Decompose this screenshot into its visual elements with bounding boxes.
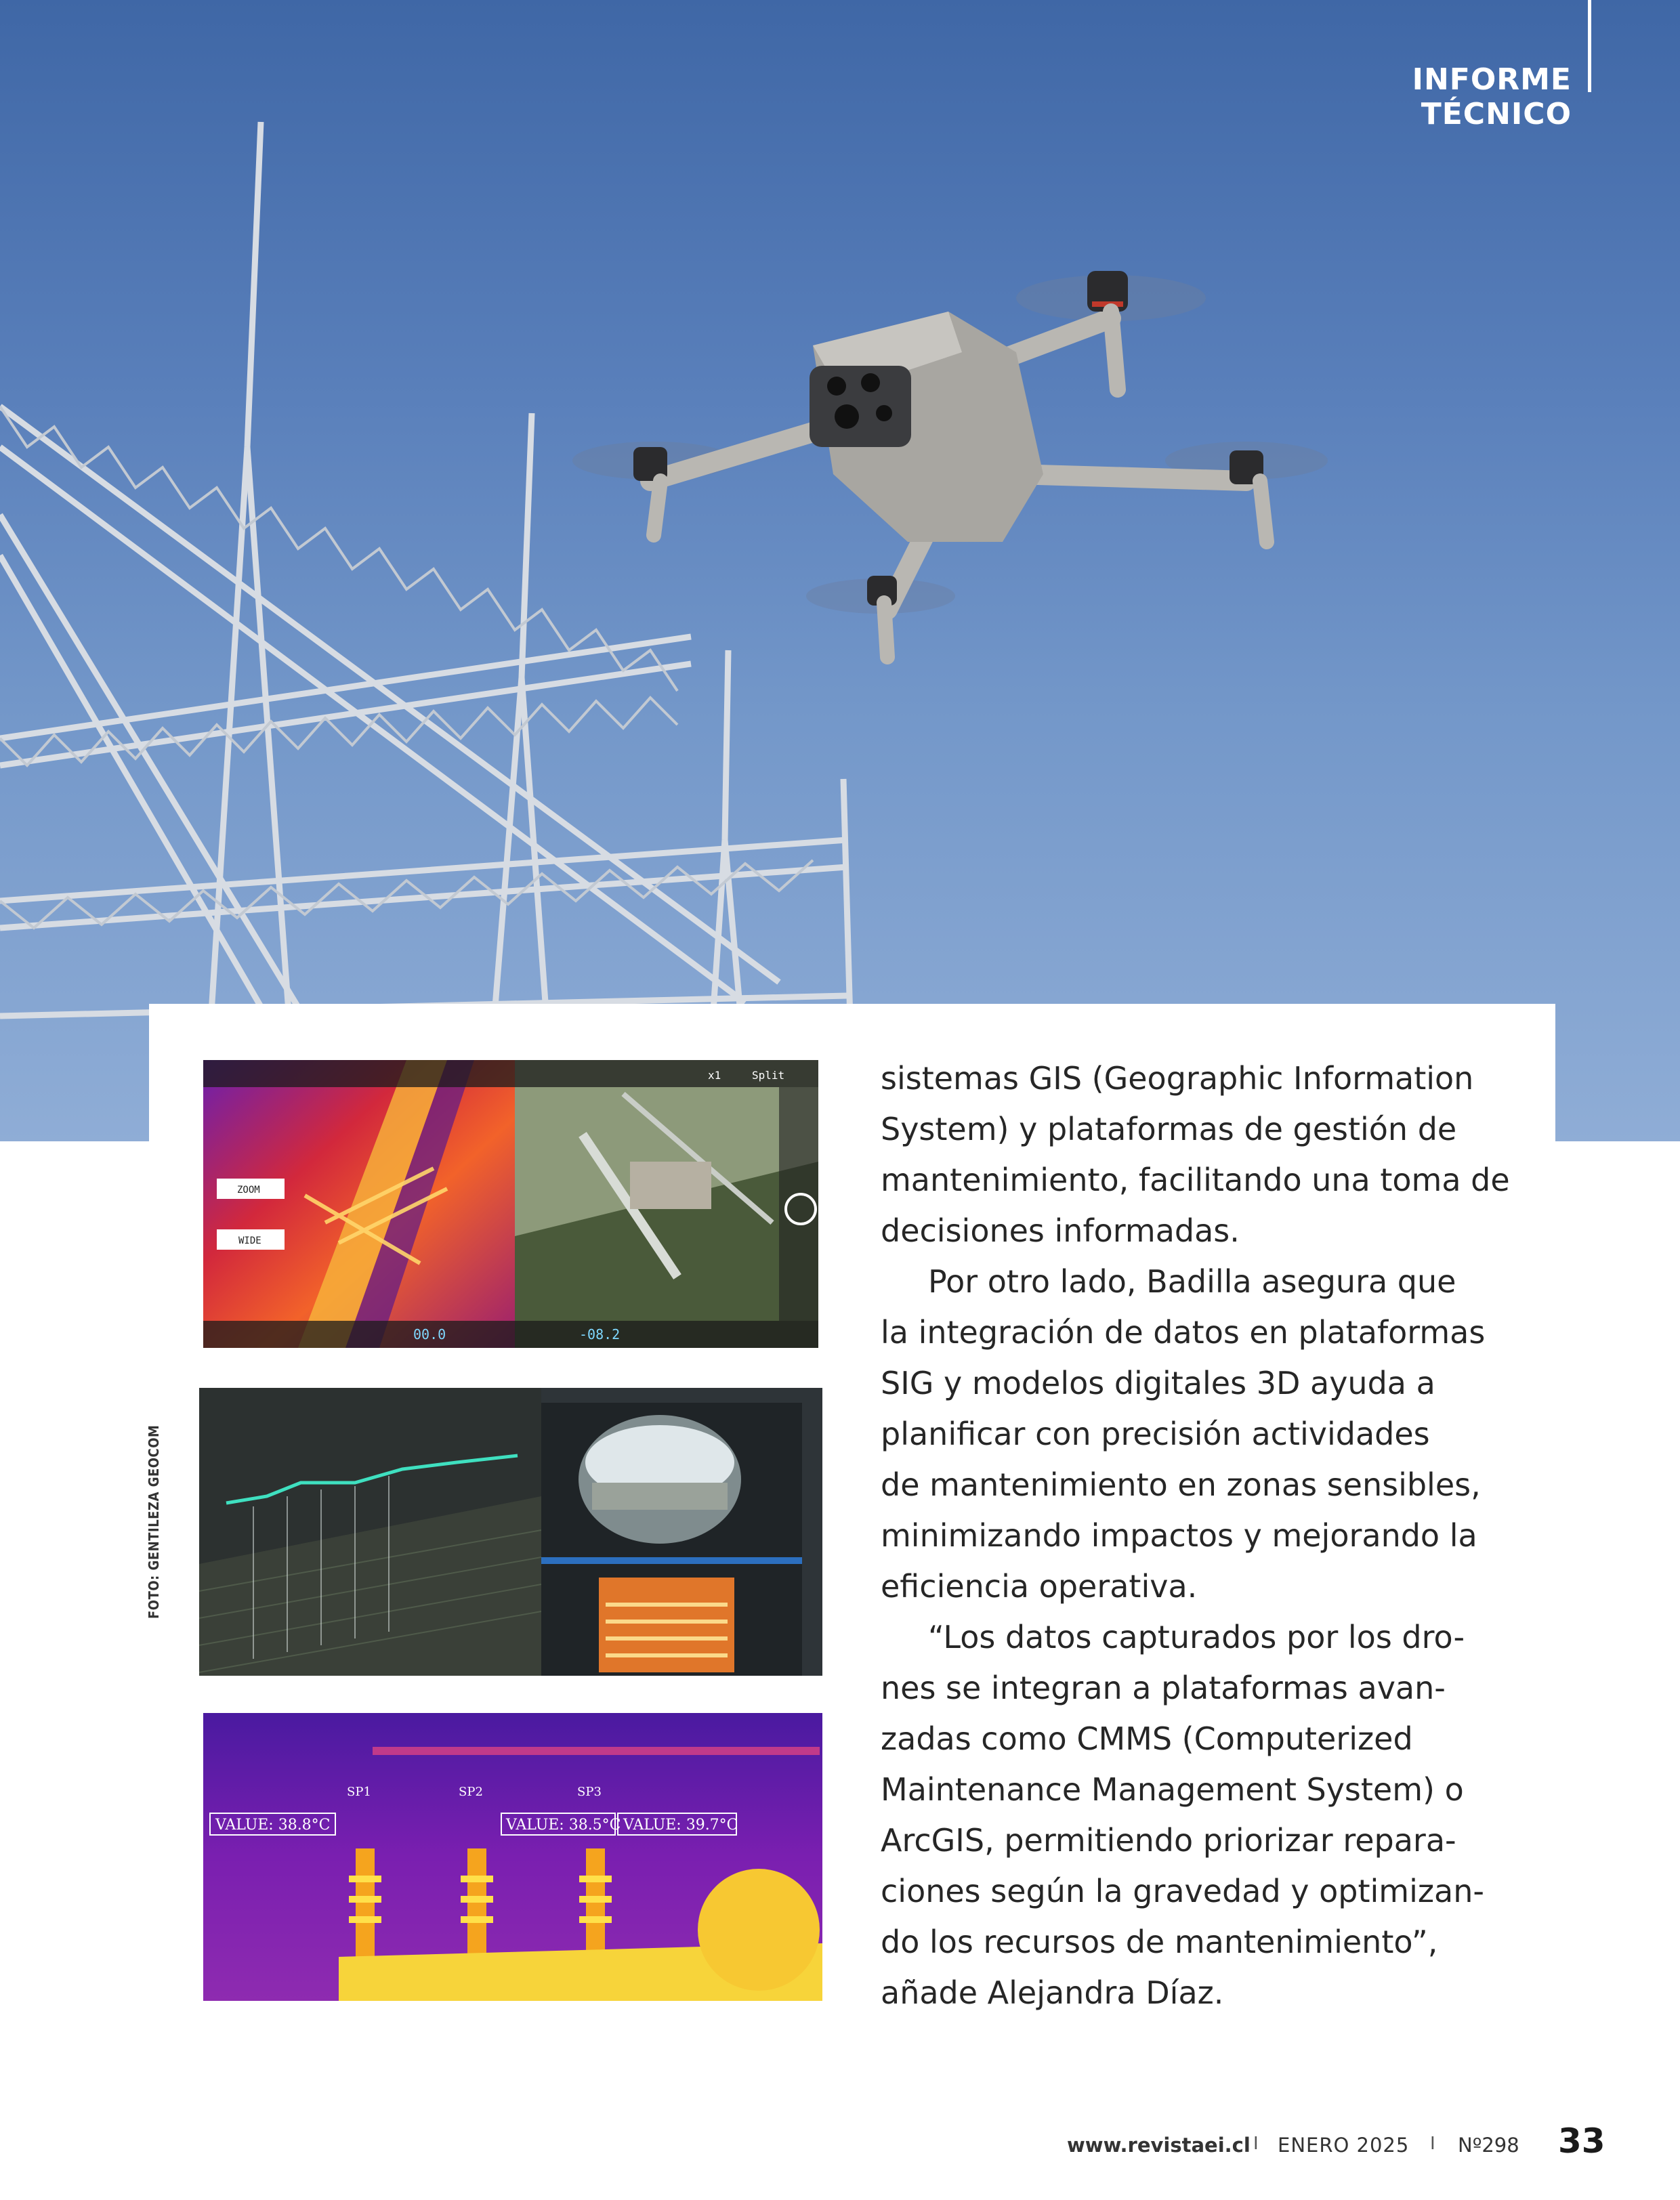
substation-structure (0, 122, 854, 1141)
reading-1: 00.0 (413, 1326, 446, 1342)
reading-2: -08.2 (579, 1326, 621, 1342)
text-line: Maintenance Management System) o (881, 1771, 1464, 1808)
text-line: nes se integran a plataformas avan- (881, 1670, 1446, 1706)
temperature-label-3: VALUE: 39.7°C (623, 1817, 738, 1834)
text-line: “Los datos capturados por los dro- (928, 1619, 1465, 1655)
text-line: mantenimiento, facilitando una toma de (881, 1162, 1510, 1198)
paragraph-3 (881, 1612, 1531, 2018)
zoom-factor-label: x1 (708, 1069, 721, 1082)
spot-label-3: SP3 (577, 1785, 602, 1799)
drone (572, 271, 1328, 657)
text-line: decisiones informadas. (881, 1212, 1240, 1249)
footer-issue-number: Nº298 (1458, 2134, 1519, 2157)
spot-label-1: SP1 (347, 1785, 371, 1799)
text-line: eficiencia operativa. (881, 1568, 1198, 1605)
page-number: 33 (1558, 2121, 1605, 2161)
spot-label-2: SP2 (459, 1785, 483, 1799)
zoom-button-label: ZOOM (237, 1185, 260, 1196)
split-button-label: Split (752, 1069, 785, 1082)
text-line: SIG y modelos digitales 3D ayuda a (881, 1365, 1435, 1401)
paragraph-2 (881, 1256, 1531, 1612)
wide-button-label: WIDE (238, 1235, 261, 1246)
photo-credit: FOTO: GENTILEZA GEOCOM (146, 1424, 162, 1619)
figure-thermal-inspection-ui (203, 1060, 818, 1348)
footer-separator: I (1430, 2134, 1435, 2154)
paragraph-1 (881, 1053, 1531, 1256)
temperature-label-2: VALUE: 38.5°C (506, 1817, 621, 1834)
footer-website[interactable]: www.revistaei.cl (1067, 2134, 1251, 2157)
footer-date: ENERO 2025 (1278, 2134, 1410, 2157)
text-line: minimizando impactos y mejorando la (881, 1517, 1477, 1554)
figure-thermal-insulators (203, 1713, 822, 2001)
text-line: sistemas GIS (Geographic Information (881, 1060, 1474, 1097)
text-line: planificar con precisión actividades (881, 1416, 1430, 1452)
text-line: ArcGIS, permitiendo priorizar repara- (881, 1822, 1456, 1859)
text-line: la integración de datos en plataformas (881, 1314, 1486, 1351)
article-body (881, 1053, 1531, 2018)
figure-3d-gis-model (199, 1388, 822, 1676)
text-line: System) y plataformas de gestión de (881, 1111, 1457, 1147)
footer-separator: I (1253, 2134, 1259, 2154)
text-line: de mantenimiento en zonas sensibles, (881, 1466, 1481, 1503)
text-line: ciones según la gravedad y optimizan- (881, 1873, 1484, 1909)
text-line: Por otro lado, Badilla asegura que (928, 1263, 1456, 1300)
temperature-label-1: VALUE: 38.8°C (215, 1817, 331, 1834)
text-line: do los recursos de mantenimiento”, (881, 1924, 1438, 1960)
text-line: zadas como CMMS (Computerized (881, 1720, 1413, 1757)
header-rule (1588, 0, 1591, 92)
text-line: añade Alejandra Díaz. (881, 1974, 1224, 2011)
section-header: INFORME TÉCNICO (1412, 62, 1572, 131)
